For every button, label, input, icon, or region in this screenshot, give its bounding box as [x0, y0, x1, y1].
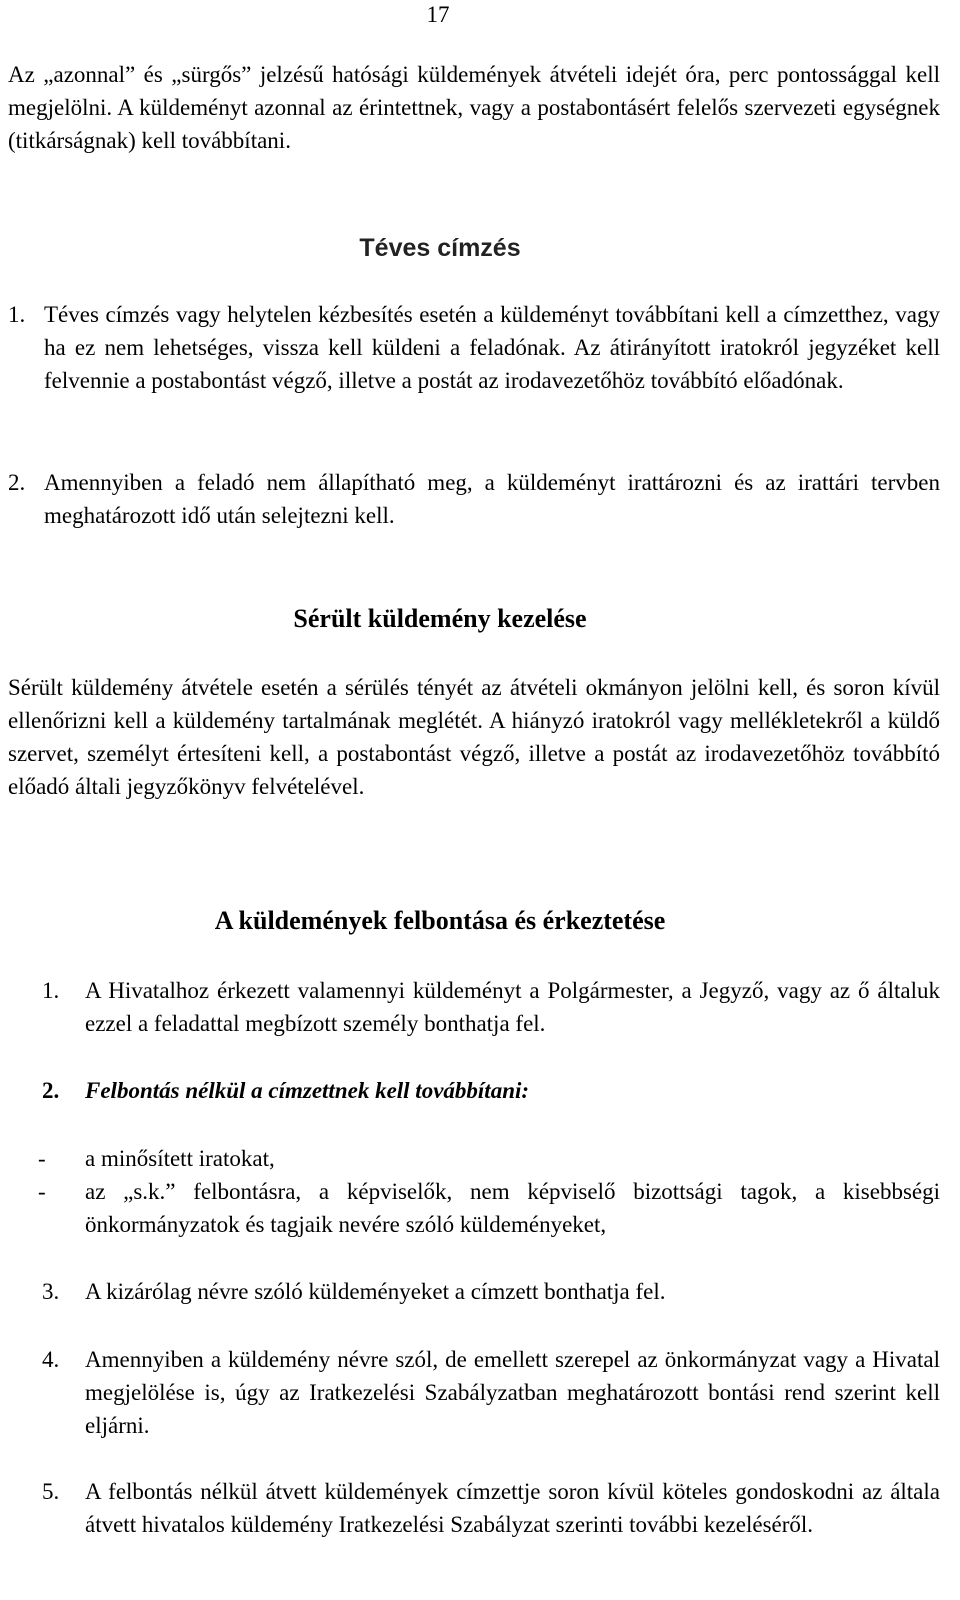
page-number: 17	[426, 2, 450, 27]
list-item	[8, 466, 940, 532]
list-item	[8, 1475, 940, 1541]
list-item-number: 5.	[42, 1479, 60, 1504]
section-heading-serult-kuldemeny: Sérült küldemény kezelése	[293, 604, 587, 633]
list-item-text: A Hivatalhoz érkezett valamennyi küldeményt a Polgármester, a Jegyző, vagy az ő általuk ezzel a feladattal megbízott személy bonthatja fel.	[85, 978, 940, 1036]
list-item	[8, 298, 940, 397]
list-item-text: Felbontás nélkül a címzettnek kell továbbítani:	[85, 1078, 530, 1103]
list-item-number: 3.	[42, 1279, 60, 1304]
list-item-text: Téves címzés vagy helytelen kézbesítés esetén a küldeményt továbbítani kell a címzetthez, vagy ha ez nem lehetséges, vissza kell küldeni a feladónak. Az átirányított iratokról jegyzéket kell felvennie a postabontást végző, illetve a postát az irodavezetőhöz továbbító előadónak.	[44, 302, 940, 393]
dash-mark: -	[38, 1146, 46, 1171]
dash-item	[8, 1142, 940, 1175]
list-item-text: Amennyiben a küldemény névre szól, de emellett szerepel az önkormányzat vagy a Hivatal megjelölése is, úgy az Iratkezelési Szabályzatban meghatározott bontási rend szerint kell eljárni.	[85, 1347, 940, 1438]
dash-mark: -	[38, 1179, 46, 1204]
list-item-text: A felbontás nélkül átvett küldemények címzettje soron kívül köteles gondoskodni az általa átvett hivatalos küldemény Iratkezelési Szabályzat szerinti további kezeléséről.	[85, 1479, 940, 1537]
section-heading-teves-cimzes: Téves címzés	[359, 234, 521, 262]
list-item-number: 4.	[42, 1347, 60, 1372]
dash-item	[8, 1175, 940, 1241]
damaged-mail-paragraph: Sérült küldemény átvétele esetén a sérülés tényét az átvételi okmányon jelölni kell, és soron kívül ellenőrizni kell a küldemény tartalmának meglétét. A hiányzó iratokról vagy mellékletekről a küldő szervet, személyt értesíteni kell, a postabontást végző, illetve a postát az irodavezetőhöz továbbító előadó általi jegyzőkönyv felvételével.	[8, 675, 940, 799]
list-item	[8, 1074, 940, 1107]
list-item-number: 1.	[42, 978, 60, 1003]
list-item-text: Amennyiben a feladó nem állapítható meg, a küldeményt irattározni és az irattári tervben meghatározott idő után selejtezni kell.	[44, 470, 940, 528]
list-item	[8, 974, 940, 1040]
list-item-number: 2.	[42, 1078, 60, 1103]
list-item	[8, 1275, 940, 1308]
list-item-text: A kizárólag névre szóló küldeményeket a címzett bonthatja fel.	[85, 1279, 666, 1304]
dash-item-text: a minősített iratokat,	[85, 1146, 275, 1171]
section-heading-felbontas: A küldemények felbontása és érkeztetése	[214, 906, 666, 935]
intro-paragraph: Az „azonnal” és „sürgős” jelzésű hatósági küldemények átvételi idejét óra, perc pontossággal kell megjelölni. A küldeményt azonnal az érintettnek, vagy a postabontásért felelős szervezeti egységnek (titkárságnak) kell továbbítani.	[8, 62, 940, 153]
list-item-number: 2.	[8, 470, 26, 495]
list-item-number: 1.	[8, 302, 26, 327]
list-item	[8, 1343, 940, 1442]
dash-item-text: az „s.k.” felbontásra, a képviselők, nem képviselő bizottsági tagok, a kisebbségi önkormányzatok és tagjaik nevére szóló küldeményeket,	[85, 1179, 940, 1237]
